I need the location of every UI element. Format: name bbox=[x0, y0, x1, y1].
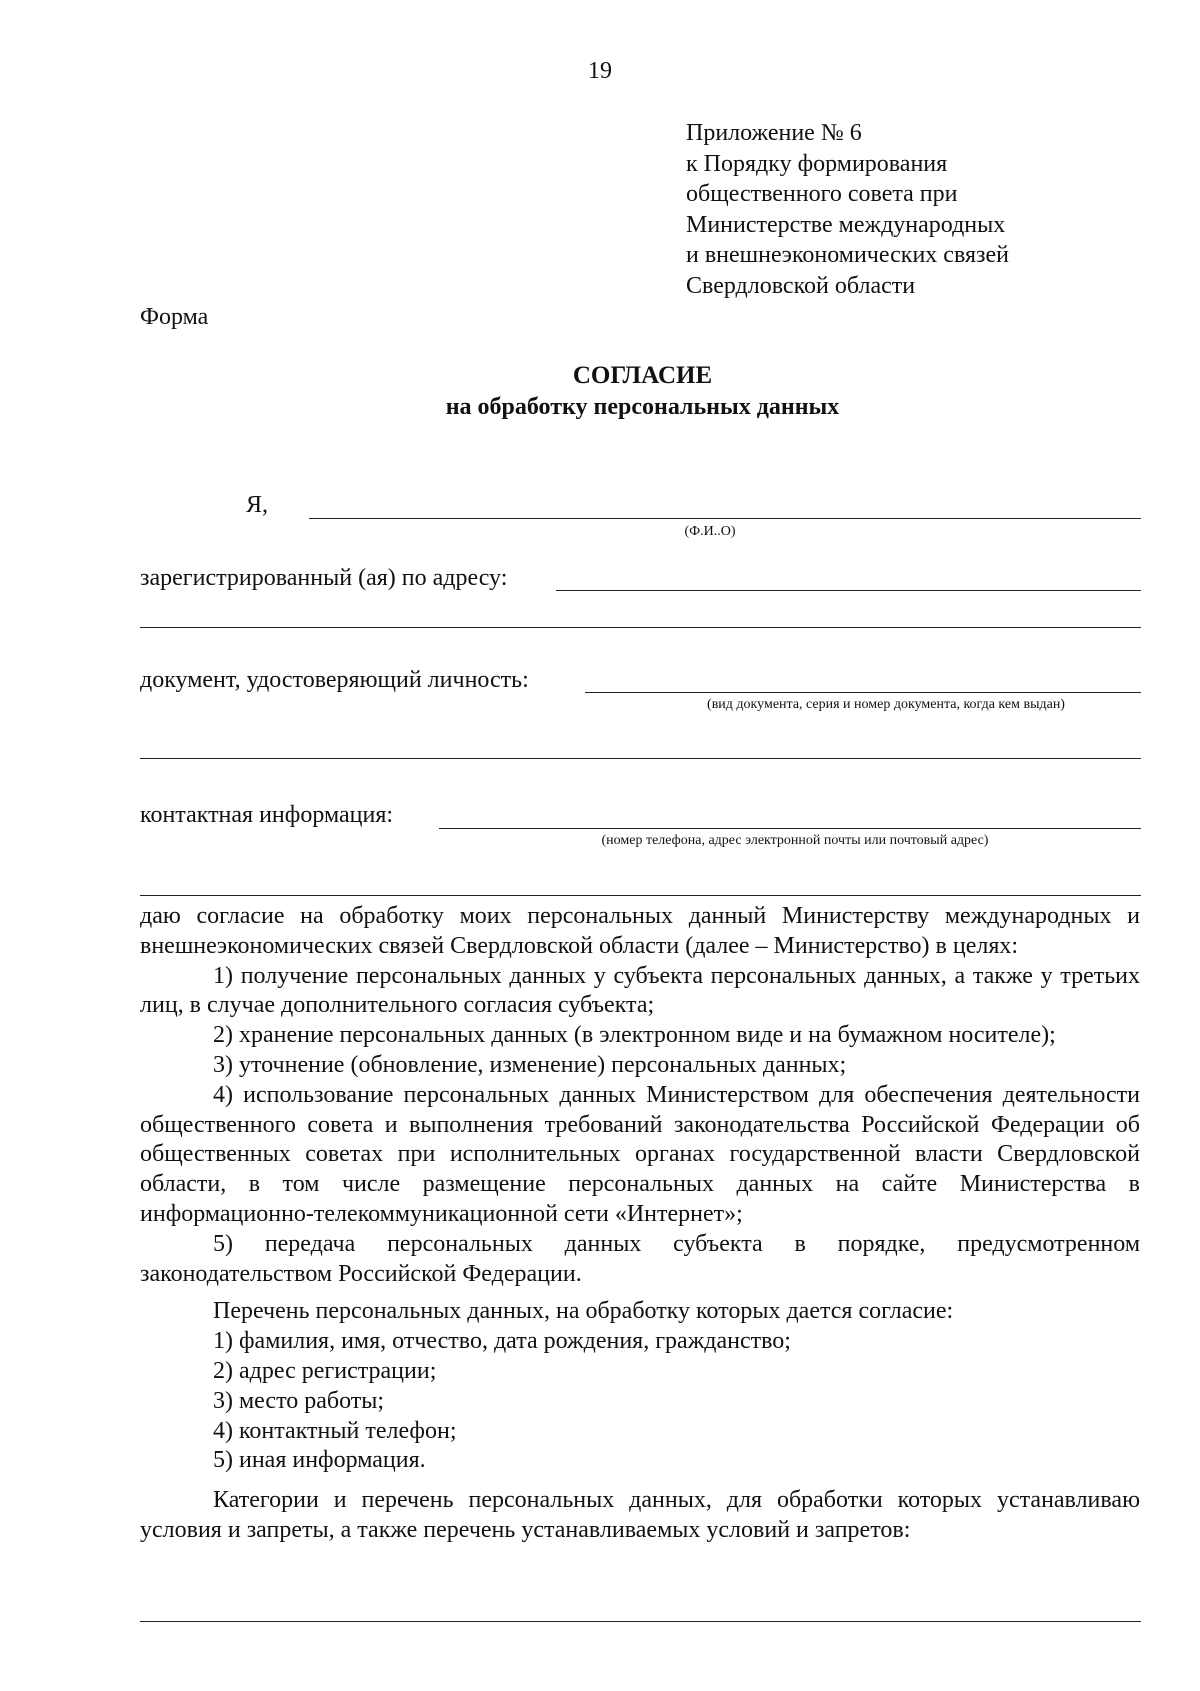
categories-field-line[interactable] bbox=[140, 1621, 1141, 1622]
appendix-line: общественного совета при bbox=[686, 181, 958, 207]
address-field-line[interactable] bbox=[556, 590, 1141, 591]
address-field-label: зарегистрированный (ая) по адресу: bbox=[140, 565, 508, 591]
purpose-item: 1) получение персональных данных у субъекта персональных данных, а также у третьих лиц, в случае дополнительного согласия субъекта; bbox=[140, 962, 1140, 1019]
document-field-hint: (вид документа, серия и номер документа, когда кем выдан) bbox=[707, 697, 1065, 712]
purpose-item: 4) использование персональных данных Министерством для обеспечения деятельности общественного совета и выполнения требований законодательства Российской Федерации об общественных советах при исполнительных органах государственной власти Свердловской области, в том числе размещение персональных данных на сайте Министерства в информационно-телекоммуникационной сети «Интернет»; bbox=[140, 1081, 1140, 1227]
appendix-header bbox=[686, 118, 1009, 301]
contact-field-line-2[interactable] bbox=[140, 895, 1141, 896]
consent-intro: даю согласие на обработку моих персональных данный Министерству международных и внешнеэкономических связей Свердловской области (далее – Министерство) в целях: bbox=[140, 903, 1140, 959]
data-list-item: 3) место работы; bbox=[213, 1387, 385, 1414]
data-list-item: 1) фамилия, имя, отчество, дата рождения, гражданство; bbox=[213, 1328, 791, 1355]
data-list-item: 5) иная информация. bbox=[213, 1447, 426, 1474]
contact-field-label: контактная информация: bbox=[140, 802, 394, 828]
document-title: СОГЛАСИЕ bbox=[572, 362, 713, 389]
purpose-item: 5) передача персональных данных субъекта в порядке, предусмотренном законодательством Российской Федерации. bbox=[140, 1230, 1140, 1287]
categories-paragraph: Категории и перечень персональных данных, для обработки которых устанавливаю условия и запреты, а также перечень устанавливаемых условий и запретов: bbox=[140, 1487, 1140, 1543]
data-list-item: 4) контактный телефон; bbox=[213, 1417, 457, 1444]
document-field-line-2[interactable] bbox=[140, 758, 1141, 759]
appendix-line: Приложение № 6 bbox=[686, 120, 862, 146]
appendix-line: Министерстве международных bbox=[686, 211, 1006, 238]
name-field-hint: (Ф.И..О) bbox=[684, 524, 736, 539]
document-subtitle: на обработку персональных данных bbox=[445, 394, 840, 420]
purpose-item: 2) хранение персональных данных (в электронном виде и на бумажном носителе); bbox=[213, 1022, 1056, 1049]
name-field-label: Я, bbox=[246, 492, 269, 518]
contact-field-line[interactable] bbox=[439, 828, 1141, 829]
name-field-line[interactable] bbox=[309, 518, 1141, 519]
data-list-intro: Перечень персональных данных, на обработку которых дается согласие: bbox=[213, 1298, 954, 1325]
appendix-line: и внешнеэкономических связей bbox=[686, 242, 1009, 268]
appendix-line: к Порядку формирования bbox=[686, 150, 948, 177]
page-number: 19 bbox=[588, 58, 612, 84]
appendix-line: Свердловской области bbox=[686, 272, 916, 299]
data-list-item: 2) адрес регистрации; bbox=[213, 1357, 437, 1384]
document-field-label: документ, удостоверяющий личность: bbox=[140, 667, 529, 693]
purpose-item: 3) уточнение (обновление, изменение) персональных данных; bbox=[213, 1051, 847, 1078]
form-label: Форма bbox=[140, 304, 209, 330]
address-field-line-2[interactable] bbox=[140, 627, 1141, 628]
contact-field-hint: (номер телефона, адрес электронной почты или почтовый адрес) bbox=[601, 833, 989, 848]
document-field-line[interactable] bbox=[585, 692, 1141, 693]
consent-body bbox=[140, 902, 1140, 1546]
